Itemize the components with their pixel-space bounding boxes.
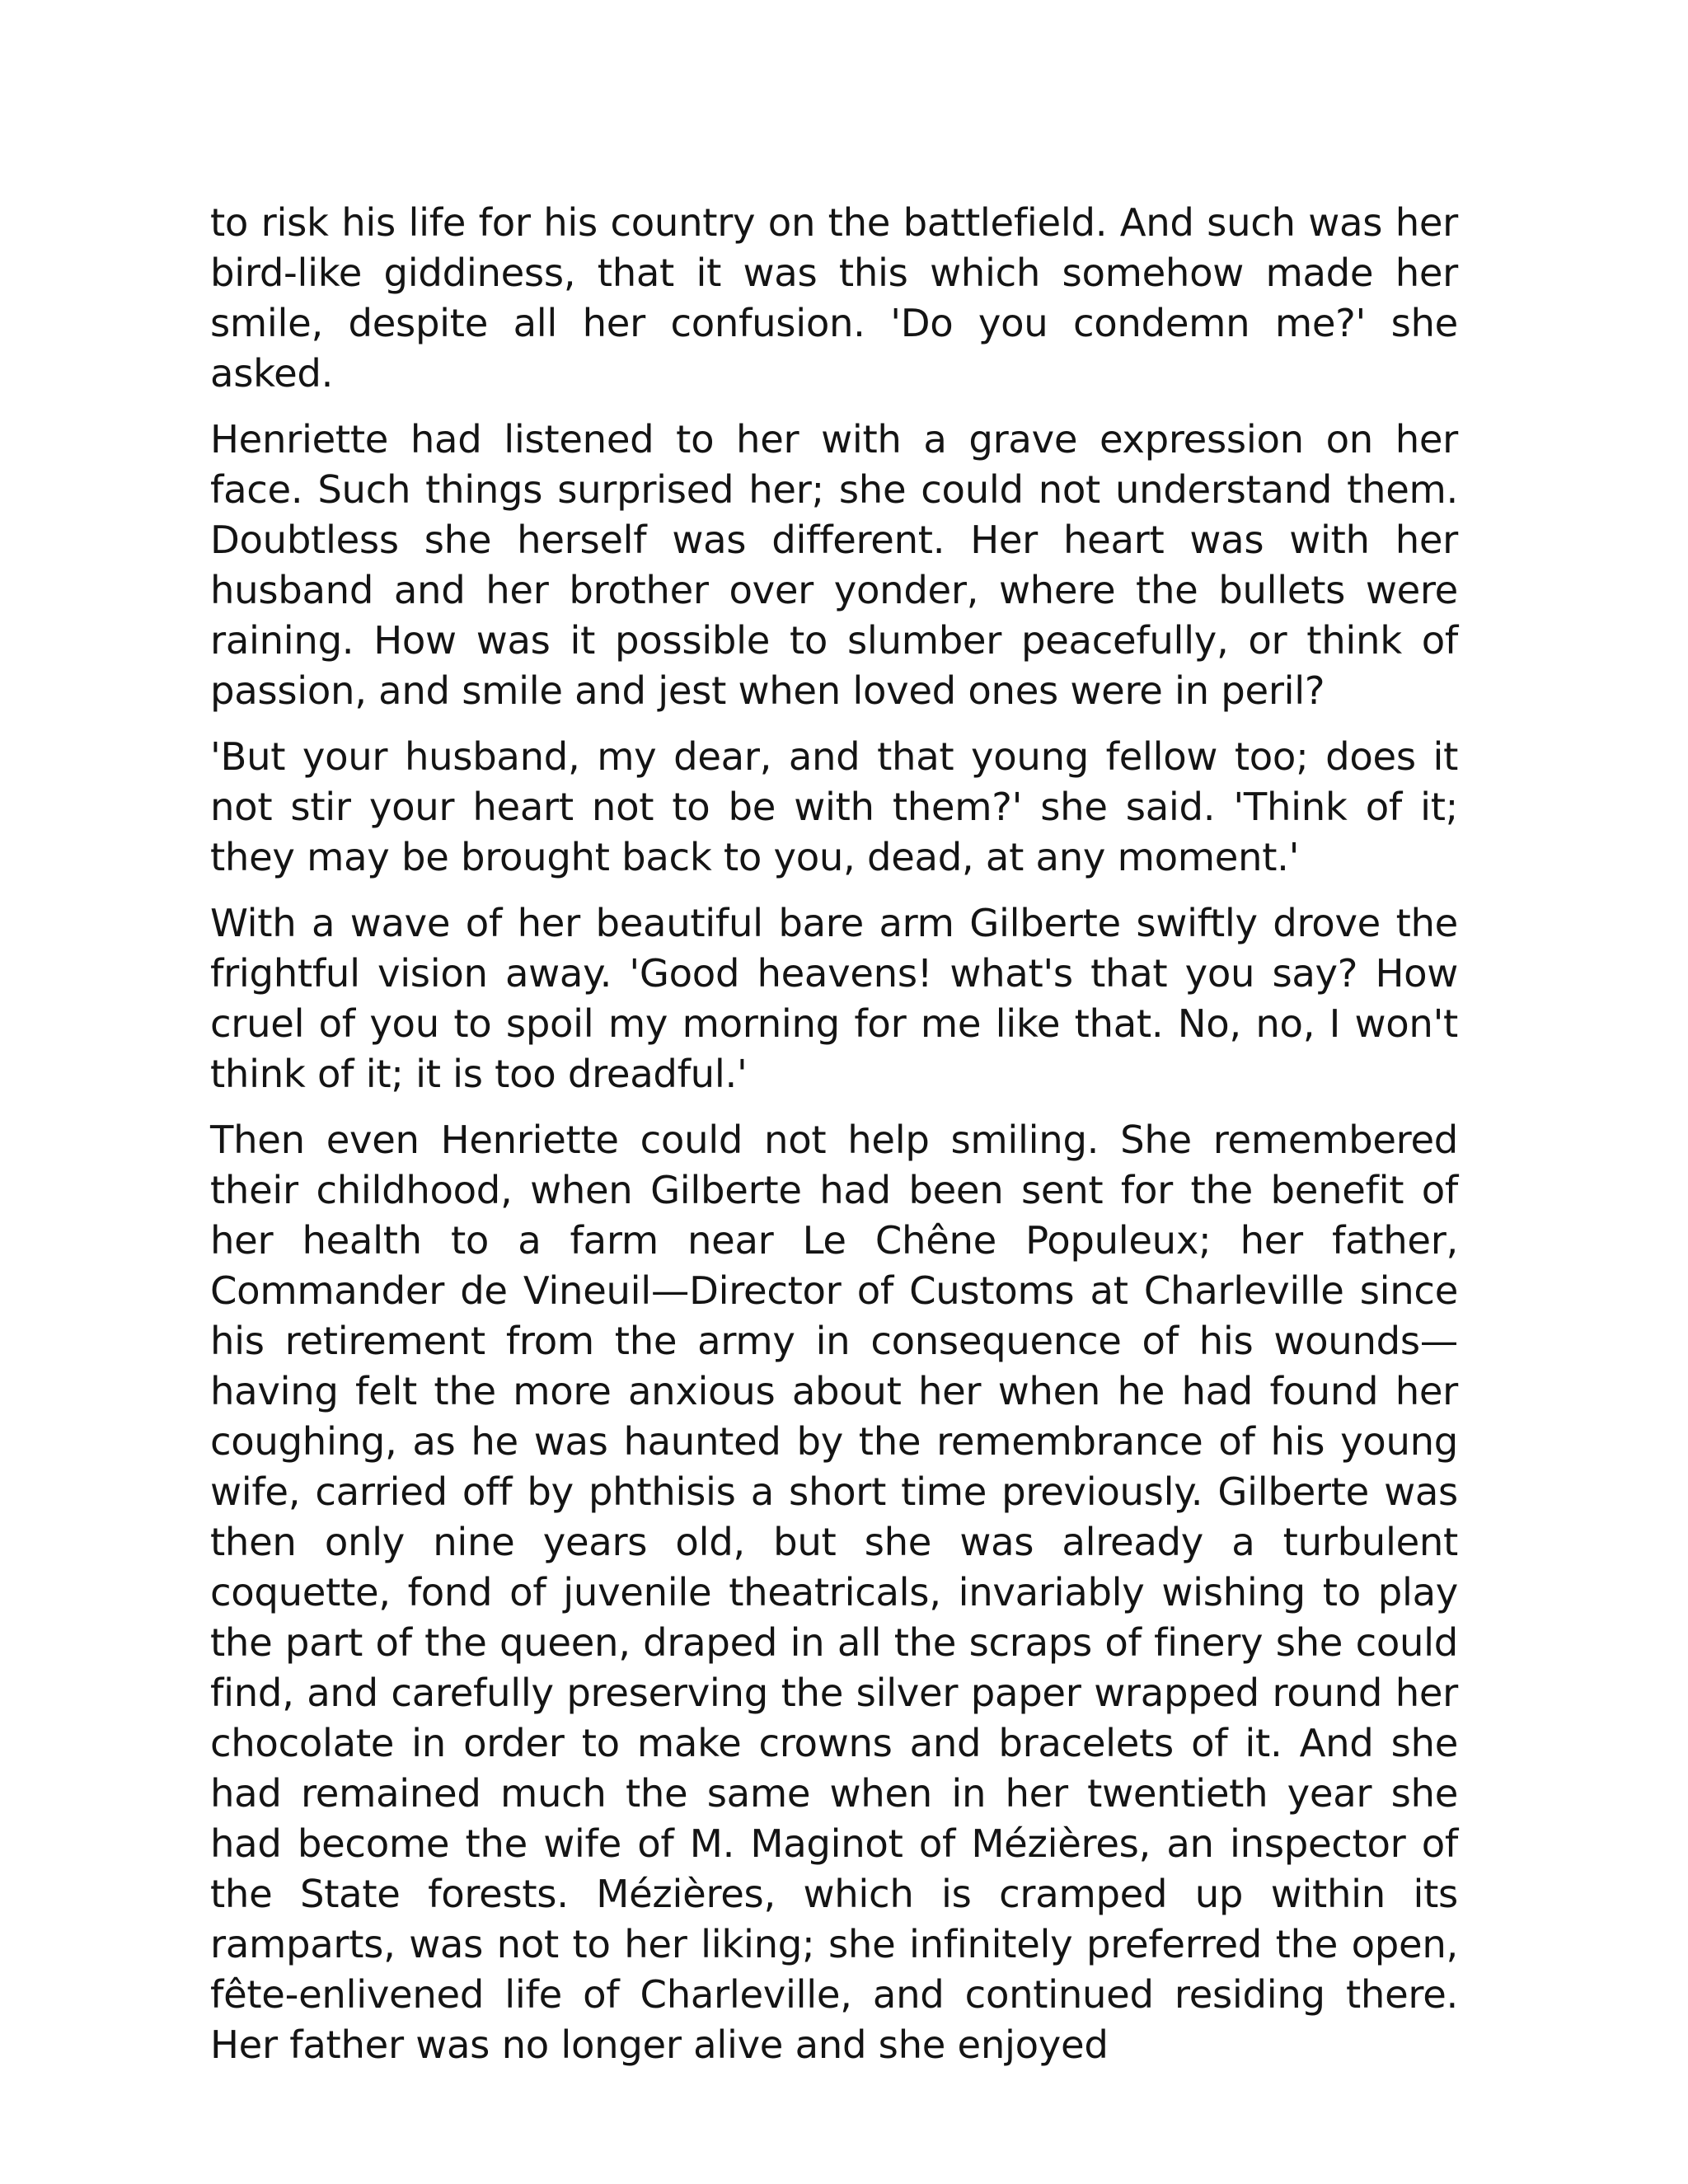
paragraph-5: Then even Henriette could not help smiling. She remembered their childhood, when Gilberte had been sent for the benefit of her health to a farm near Le Chêne Populeux; her father, Commander de Vineuil—Director of Customs at Charleville since his retirement from the army in consequence of his wounds—having felt the more anxious about her when he had found her coughing, as he was haunted by the remembrance of his young wife, carried off by phthisis a short time previously. Gilberte was then only nine years old, but she was already a turbulent coquette, fond of juvenile theatricals, invariably wishing to play the part of the queen, draped in all the scraps of finery she could find, and carefully preserving the silver paper wrapped round her chocolate in order to make crowns and bracelets of it. And she had remained much the same when in her twentieth year she had become the wife of M. Maginot of Mézières, an inspector of the State forests. Mézières, which is cramped up within its ramparts, was not to her liking; she infinitely preferred the open, fête-enlivened life of Charleville, and continued residing there. Her father was no longer alive and she enjoyed (210, 1118, 1458, 2067)
paragraph-4: With a wave of her beautiful bare arm Gilberte swiftly drove the frightful vision away. 'Good heavens! what's that you say? How cruel of you to spoil my morning for me like that. No, no, I won't think of it; it is too dreadful.' (210, 901, 1458, 1096)
paragraph-3: 'But your husband, my dear, and that young fellow too; does it not stir your heart not to be with them?' she said. 'Think of it; they may be brought back to you, dead, at any moment.' (210, 734, 1458, 879)
page-text (210, 198, 1458, 2086)
paragraph-2: Henriette had listened to her with a grave expression on her face. Such things surprised her; she could not understand them. Doubtless she herself was different. Her heart was with her husband and her brother over yonder, where the bullets were raining. How was it possible to slumber peacefully, or think of passion, and smile and jest when loved ones were in peril? (210, 417, 1458, 713)
paragraph-1: to risk his life for his country on the battlefield. And such was her bird-like giddiness, that it was this which somehow made her smile, despite all her confusion. 'Do you condemn me?' she asked. (210, 200, 1458, 396)
